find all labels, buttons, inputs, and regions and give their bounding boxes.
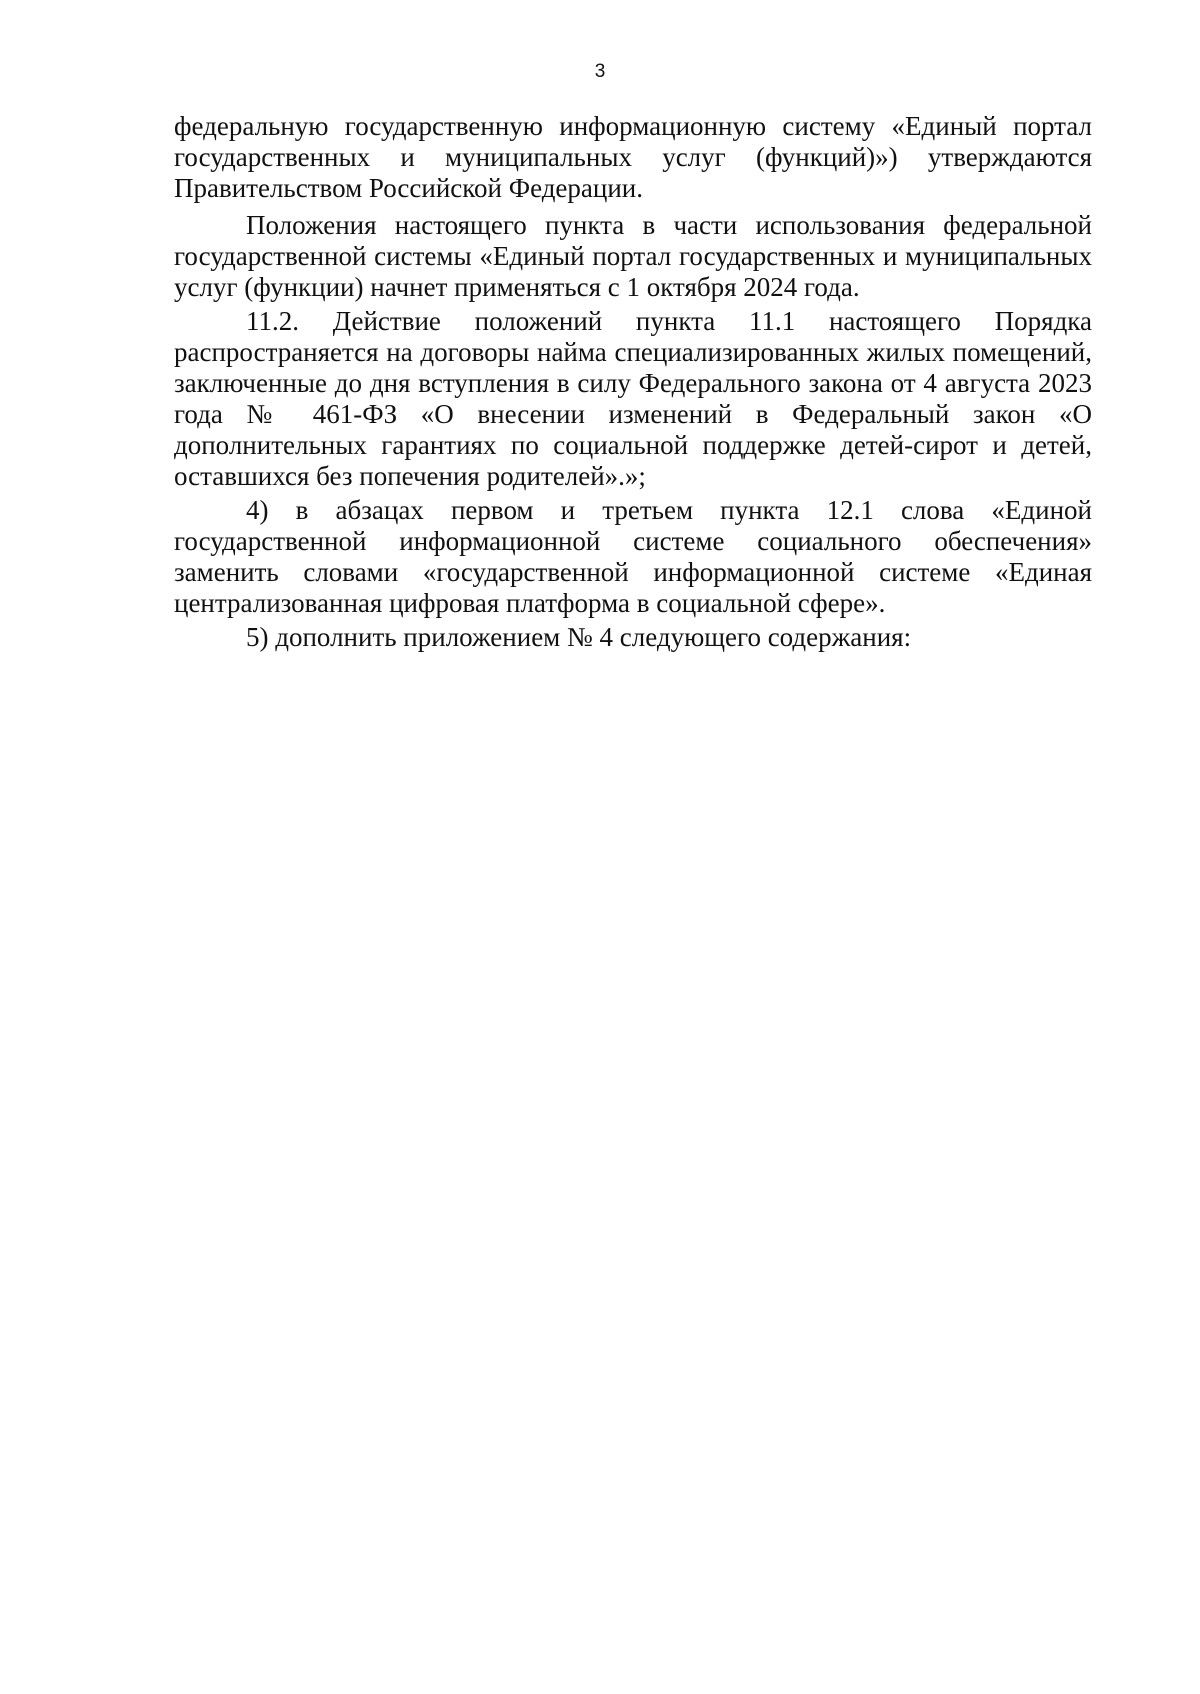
page-number: 3 [594,61,606,82]
paragraph-item-11-2: 11.2. Действие положений пункта 11.1 настоящего Порядка распространяется на договоры найма специализированных жилых помещений, заключенные до дня вступления в силу Федерального закона от 4 августа 2023 года № 461-ФЗ «О внесении изменений в Федеральный закон «О дополнительных гарантиях по социальной поддержке детей-сирот и детей, оставшихся без попечения родителей».»; [174,306,1092,491]
paragraph-provision-date: Положения настоящего пункта в части использования федеральной государственной системы «Единый портал государственных и муниципальных услуг (функции) начнет применяться с 1 октября 2024 года. [174,210,1092,302]
document-body [174,111,1092,653]
paragraph-continuation: федеральную государственную информационную систему «Единый портал государственных и муниципальных услуг (функций)») утверждаются Правительством Российской Федерации. [174,111,1092,203]
paragraph-item-4: 4) в абзацах первом и третьем пункта 12.1 слова «Единой государственной информационной системе социального обеспечения» заменить словами «государственной информационной системе «Единая централизованная цифровая платформа в социальной сфере». [174,495,1092,618]
paragraph-item-5: 5) дополнить приложением № 4 следующего содержания: [246,622,912,652]
